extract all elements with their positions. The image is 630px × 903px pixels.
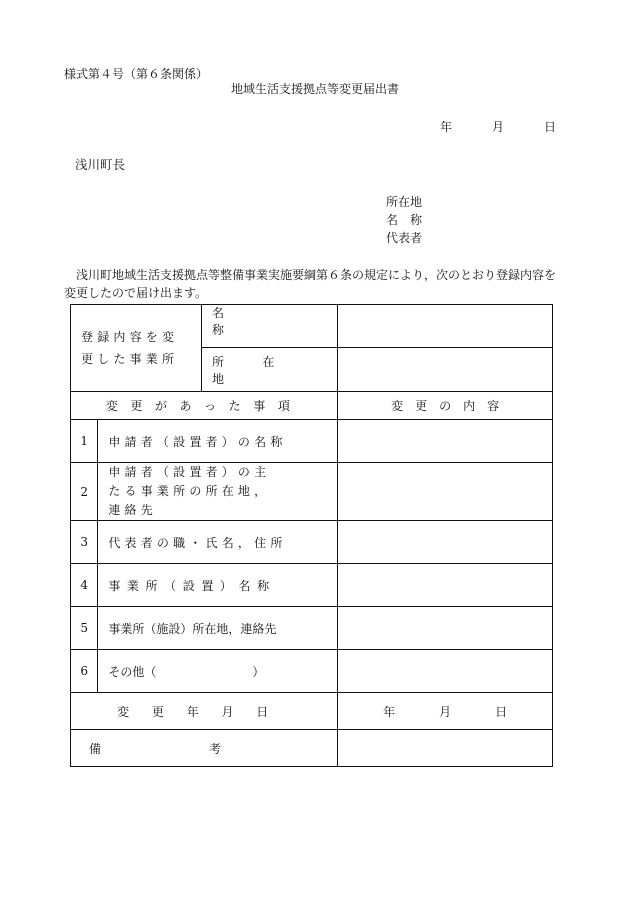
changed-items-header: 変更があった事項 bbox=[105, 399, 303, 413]
office-location-label-cell bbox=[202, 348, 338, 392]
item-label: 事業所（施設）所在地，連絡先 bbox=[98, 607, 338, 650]
item-number: 1 bbox=[71, 420, 98, 463]
change-date-row bbox=[71, 693, 553, 730]
item-content-value[interactable] bbox=[338, 463, 553, 521]
changed-content-header-cell bbox=[338, 392, 553, 420]
applicant-name-label: 名 称 bbox=[386, 213, 423, 227]
office-name-label: 名 称 bbox=[212, 306, 328, 337]
change-form-table bbox=[70, 304, 553, 767]
applicant-block bbox=[386, 193, 422, 247]
item-row bbox=[71, 521, 553, 564]
change-year-label: 年 bbox=[383, 704, 396, 719]
change-date-label-cell bbox=[71, 693, 338, 730]
item-content-value[interactable] bbox=[338, 607, 553, 650]
header-row bbox=[71, 392, 553, 420]
item-content-value[interactable] bbox=[338, 420, 553, 463]
change-date-value bbox=[338, 703, 552, 720]
item-content-value[interactable] bbox=[338, 521, 553, 564]
body-text: 浅川町地域生活支援拠点等整備事業実施要綱第６条の規定により，次のとおり登録内容を変更したので届け出ます。 bbox=[64, 268, 557, 300]
item-row bbox=[71, 564, 553, 607]
office-label-cell bbox=[71, 305, 202, 392]
remarks-value[interactable] bbox=[338, 730, 553, 767]
item-label: 事業所（設置）名称 bbox=[98, 564, 338, 607]
applicant-representative-label: 代表者 bbox=[386, 231, 423, 245]
date-month-label: 月 bbox=[491, 120, 504, 134]
changed-items-header-cell bbox=[71, 392, 338, 420]
document-title: 地域生活支援拠点等変更届出書 bbox=[230, 82, 399, 96]
item-row bbox=[71, 607, 553, 650]
office-location-value[interactable] bbox=[338, 348, 553, 392]
item-row bbox=[71, 420, 553, 463]
changed-content-header: 変 更 の 内 容 bbox=[391, 399, 500, 413]
remarks-row bbox=[71, 730, 553, 767]
item-row bbox=[71, 650, 553, 693]
item-number: 4 bbox=[71, 564, 98, 607]
item-row bbox=[71, 463, 553, 521]
item-number: 5 bbox=[71, 607, 98, 650]
office-location-label: 所 在 地 bbox=[212, 354, 313, 386]
item-number: 3 bbox=[71, 521, 98, 564]
office-name-label-cell bbox=[202, 305, 338, 348]
remarks-label: 備 考 bbox=[89, 741, 222, 756]
item-label: 申請者（設置者）の名称 bbox=[98, 420, 338, 463]
addressee: 浅川町長 bbox=[75, 157, 126, 172]
applicant-location-label: 所在地 bbox=[386, 195, 423, 209]
office-name-row bbox=[71, 305, 553, 348]
item-label: 申請者（設置者）の主たる事業所の所在地，連絡先 bbox=[98, 463, 338, 521]
remarks-label-cell bbox=[71, 730, 338, 767]
change-month-label: 月 bbox=[439, 704, 452, 719]
change-day-label: 日 bbox=[495, 704, 508, 719]
office-label: 登録内容を変更した事業所 bbox=[81, 330, 179, 366]
item-label: その他（ ） bbox=[98, 650, 338, 693]
change-date-value-cell[interactable] bbox=[338, 693, 553, 730]
change-date-label: 変更年月日 bbox=[117, 704, 292, 719]
item-label: 代表者の職・氏名，住所 bbox=[98, 521, 338, 564]
form-number: 様式第４号（第６条関係） bbox=[64, 67, 209, 81]
date-year-label: 年 bbox=[439, 120, 452, 134]
item-content-value[interactable] bbox=[338, 650, 553, 693]
submission-date bbox=[440, 120, 556, 136]
office-name-value[interactable] bbox=[338, 305, 553, 348]
item-number: 6 bbox=[71, 650, 98, 693]
item-content-value[interactable] bbox=[338, 564, 553, 607]
date-day-label: 日 bbox=[543, 120, 556, 134]
item-number: 2 bbox=[71, 463, 98, 521]
